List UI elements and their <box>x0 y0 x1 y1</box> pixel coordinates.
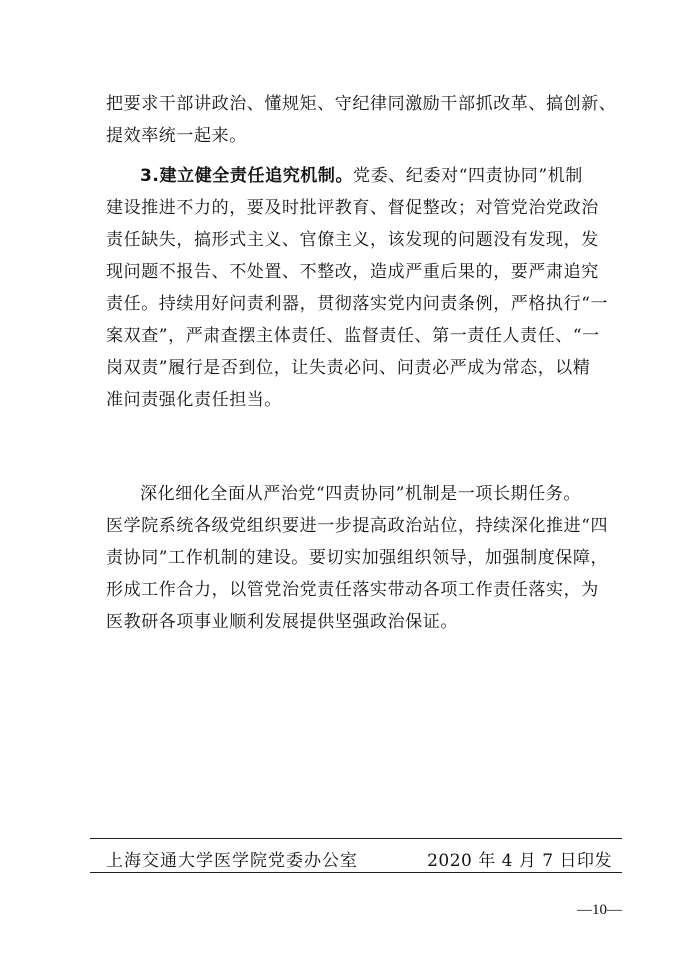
paragraph-line: 责任缺失，搞形式主义、官僚主义，该发现的问题没有发现，发 <box>106 230 599 250</box>
paragraph-line: 建设推进不力的，要及时批评教育、督促整改；对管党治党政治 <box>106 198 599 218</box>
paragraph-line: 责任。持续用好问责利器，贯彻落实党内问责条例，严格执行“一 <box>106 294 609 314</box>
item-3-first-line <box>106 160 616 192</box>
item-heading: 建立健全责任追究机制。 <box>159 166 354 186</box>
paragraph-line: 责协同”工作机制的建设。要切实加强组织领导，加强制度保障， <box>106 548 609 568</box>
paragraph-line: 岗双责”履行是否到位，让失责必问、问责必严成为常态，以精 <box>106 358 591 378</box>
paragraph-item-3 <box>106 160 616 416</box>
footer-top-rule <box>90 838 622 839</box>
paragraph-line: 医学院系统各级党组织要进一步提高政治站位，持续深化推进“四 <box>106 516 609 536</box>
paragraph-line: 深化细化全面从严治党“四责协同”机制是一项长期任务。 <box>140 484 581 504</box>
paragraph-line: 现问题不报告、不处置、不整改，造成严重后果的，要严肃追究 <box>106 262 599 282</box>
footer-date: 2020 年 4 月 7 日印发 <box>427 851 612 871</box>
paragraph-continuation <box>106 88 616 152</box>
paragraph-line: 医教研各项事业顺利发展提供坚强政治保证。 <box>106 612 458 632</box>
paragraph-line: 准问责强化责任担当。 <box>106 390 282 410</box>
paragraph-conclusion <box>106 478 616 638</box>
paragraph-line: 案双查”，严肃查摆主体责任、监督责任、第一责任人责任、“一 <box>106 326 600 346</box>
item-number: 3. <box>140 166 160 186</box>
footer-bottom-rule <box>90 872 622 873</box>
paragraph-line: 形成工作合力，以管党治党责任落实带动各项工作责任落实，为 <box>106 580 599 600</box>
page-number: —10— <box>577 902 622 918</box>
paragraph-line: 把要求干部讲政治、懂规矩、守纪律同激励干部抓改革、搞创新、 <box>106 94 617 114</box>
item-3-first-line-text: 党委、纪委对“四责协同”机制 <box>353 166 583 186</box>
paragraph-line: 提效率统一起来。 <box>106 126 247 146</box>
footer-issuer: 上海交通大学医学院党委办公室 <box>106 851 358 871</box>
